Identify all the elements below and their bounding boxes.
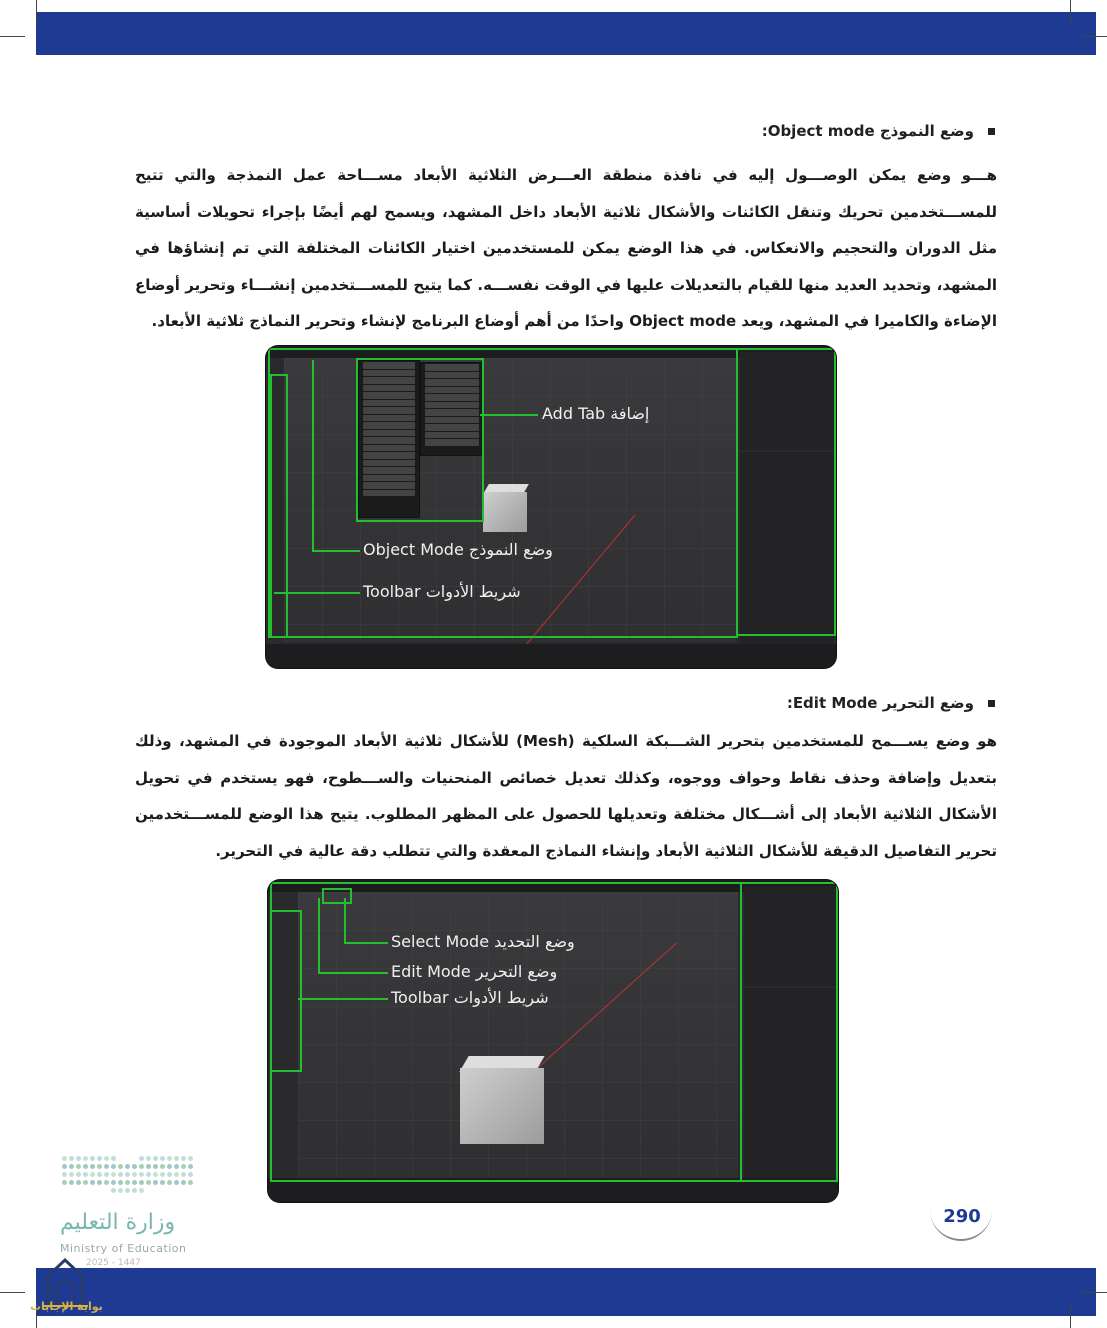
- logo-dot: [132, 1172, 137, 1177]
- logo-dot: [139, 1172, 144, 1177]
- logo-dot: [146, 1156, 151, 1161]
- callout-toolbar: Toolbar شريط الأدوات: [363, 582, 521, 601]
- connector-add-tab: [480, 414, 538, 416]
- logo-dot: [188, 1156, 193, 1161]
- highlight-viewport: [270, 882, 742, 1182]
- logo-dot: [111, 1164, 116, 1169]
- crop-mark: [1070, 0, 1071, 25]
- crop-mark: [1082, 1292, 1107, 1293]
- logo-dot: [139, 1188, 144, 1193]
- connector-edit-mode-v: [318, 898, 320, 974]
- callout-toolbar: Toolbar شريط الأدوات: [391, 988, 549, 1007]
- connector-select-mode: [344, 942, 388, 944]
- logo-dot: [146, 1172, 151, 1177]
- logo-dot: [97, 1180, 102, 1185]
- logo-dot: [167, 1172, 172, 1177]
- callout-edit-mode: Edit Mode وضع التحرير: [391, 962, 558, 981]
- logo-dot: [83, 1164, 88, 1169]
- logo-dot: [188, 1180, 193, 1185]
- paragraph-edit-mode: هو وضع يســـمح للمستخدمين بتحرير الشـــبكة السلكية (Mesh) للأشكال ثلاثية الأبعاد الموجودة في المشهد، وذلك بتعديل وإضافة وحذف نقاط وحواف ووجوه، وكذلك تعديل خصائص المنحنيات والســـطوح، فهو يستخدم في تحويل الأشكال الثلاثية الأبعاد إلى أشـــكال مختلفة وتعديلها للحصول على المظهر المطلوب. يتيح هذا الوضع للمســـتخدمين تحرير التفاصيل الدقيقة للأشكال الثلاثية الأبعاد وإنشاء النماذج المعقدة والتي تتطلب دقة عالية في التحرير.: [135, 732, 997, 860]
- logo-dot: [111, 1172, 116, 1177]
- logo-dot: [153, 1156, 158, 1161]
- connector-toolbar: [298, 998, 388, 1000]
- logo-dot: [83, 1156, 88, 1161]
- bullet-icon: [988, 128, 995, 135]
- logo-dot: [118, 1188, 123, 1193]
- logo-dot: [188, 1164, 193, 1169]
- logo-dot: [160, 1172, 165, 1177]
- logo-dot: [181, 1180, 186, 1185]
- logo-dot: [139, 1180, 144, 1185]
- logo-dot: [181, 1164, 186, 1169]
- crop-mark: [1082, 36, 1107, 37]
- logo-dot: [167, 1164, 172, 1169]
- logo-dot: [90, 1164, 95, 1169]
- logo-dot: [132, 1164, 137, 1169]
- ministry-logo-dots: [62, 1156, 198, 1196]
- logo-dot: [90, 1172, 95, 1177]
- logo-dot: [174, 1156, 179, 1161]
- figure-edit-mode-screenshot: [268, 880, 838, 1202]
- section-edit-mode: [135, 723, 997, 869]
- edition-year: 2025 - 1447: [86, 1258, 141, 1268]
- logo-dot: [69, 1172, 74, 1177]
- callout-object-mode: Object Mode وضع النموذج: [363, 540, 553, 559]
- logo-dot: [83, 1172, 88, 1177]
- ministry-name-arabic: وزارة التعليم: [60, 1210, 176, 1235]
- heading-text: وضع النموذج Object mode:: [761, 122, 974, 140]
- bullet-icon: [988, 700, 995, 707]
- logo-dot: [153, 1180, 158, 1185]
- crop-mark: [0, 1292, 25, 1293]
- logo-dot: [97, 1164, 102, 1169]
- logo-dot: [132, 1188, 137, 1193]
- logo-dot: [174, 1172, 179, 1177]
- logo-dot: [139, 1164, 144, 1169]
- callout-select-mode: Select Mode وضع التحديد: [391, 932, 575, 951]
- logo-dot: [174, 1180, 179, 1185]
- logo-dot: [167, 1156, 172, 1161]
- logo-dot: [160, 1180, 165, 1185]
- timeline-bar: [266, 644, 836, 668]
- logo-dot: [118, 1180, 123, 1185]
- section-object-mode: [135, 157, 997, 340]
- logo-dot: [62, 1180, 67, 1185]
- callout-add-tab: Add Tab إضافة: [542, 404, 650, 423]
- logo-dot: [111, 1188, 116, 1193]
- top-header-band: [36, 12, 1096, 55]
- logo-dot: [132, 1180, 137, 1185]
- logo-dot: [146, 1164, 151, 1169]
- logo-dot: [76, 1164, 81, 1169]
- connector-toolbar: [274, 592, 360, 594]
- logo-dot: [104, 1164, 109, 1169]
- connector-select-mode-v: [344, 898, 346, 944]
- logo-dot: [174, 1164, 179, 1169]
- ministry-name-english: Ministry of Education: [60, 1242, 187, 1255]
- logo-dot: [104, 1180, 109, 1185]
- highlight-right-panel: [740, 882, 838, 1182]
- crop-mark: [0, 36, 25, 37]
- bottom-footer-band: [36, 1268, 1096, 1316]
- logo-dot: [62, 1156, 67, 1161]
- logo-dot: [62, 1164, 67, 1169]
- section-heading-edit-mode: [787, 694, 995, 712]
- logo-dot: [153, 1172, 158, 1177]
- logo-dot: [90, 1180, 95, 1185]
- logo-dot: [160, 1164, 165, 1169]
- logo-dot: [69, 1180, 74, 1185]
- logo-dot: [181, 1156, 186, 1161]
- connector-object-mode: [312, 550, 360, 552]
- logo-dot: [104, 1156, 109, 1161]
- crop-mark: [1070, 1303, 1071, 1328]
- logo-dot: [188, 1172, 193, 1177]
- logo-dot: [125, 1180, 130, 1185]
- logo-dot: [167, 1180, 172, 1185]
- logo-dot: [97, 1156, 102, 1161]
- heading-text: وضع التحرير Edit Mode:: [786, 694, 974, 712]
- logo-dot: [83, 1180, 88, 1185]
- logo-dot: [76, 1156, 81, 1161]
- logo-dot: [62, 1172, 67, 1177]
- logo-dot: [146, 1180, 151, 1185]
- logo-dot: [104, 1172, 109, 1177]
- logo-dot: [90, 1156, 95, 1161]
- logo-dot: [125, 1164, 130, 1169]
- section-heading-object-mode: [762, 122, 995, 140]
- logo-dot: [118, 1164, 123, 1169]
- logo-dot: [153, 1164, 158, 1169]
- figure-object-mode-screenshot: [266, 346, 836, 668]
- logo-dot: [76, 1180, 81, 1185]
- logo-dot: [181, 1172, 186, 1177]
- logo-dot: [160, 1156, 165, 1161]
- connector-object-mode-v: [312, 360, 314, 552]
- highlight-right-panel: [736, 348, 836, 636]
- logo-dot: [97, 1172, 102, 1177]
- logo-dot: [76, 1172, 81, 1177]
- logo-dot: [69, 1164, 74, 1169]
- page-number: 290: [943, 1206, 981, 1227]
- logo-dot: [118, 1172, 123, 1177]
- paragraph-object-mode: هـــو وضع يمكن الوصـــول إليه في نافذة منطقة العـــرض الثلاثية الأبعاد مســـاحة عمل النمذجة والتي تتيح للمســـتخدمين تحريك وتنقل الكائنات والأشكال ثلاثية الأبعاد داخل المشهد، ويسمح لهم أيضًا بإجراء تحويلات أساسية مثل الدوران والتحجيم والانعكاس. في هذا الوضع يمكن للمستخدمين اختيار الكائنات المختلفة التي تم إنشاؤها في المشهد، وتحديد العديد منها للقيام بالتعديلات عليها في الوقت نفســـه. كما يتيح للمســـتخدمين إنشـــاء وتحرير أوضاع الإضاءة والكاميرا في المشهد، ويعد Object mode واحدًا من أهم أوضاع البرنامج لإنشاء وتحرير النماذج ثلاثية الأبعاد.: [135, 166, 997, 330]
- logo-dot: [125, 1172, 130, 1177]
- watermark-text: بوابة الإجابات: [30, 1300, 103, 1313]
- logo-dot: [139, 1156, 144, 1161]
- crop-mark: [36, 0, 37, 25]
- logo-dot: [111, 1156, 116, 1161]
- connector-edit-mode: [318, 972, 388, 974]
- logo-dot: [125, 1188, 130, 1193]
- logo-dot: [69, 1156, 74, 1161]
- logo-dot: [111, 1180, 116, 1185]
